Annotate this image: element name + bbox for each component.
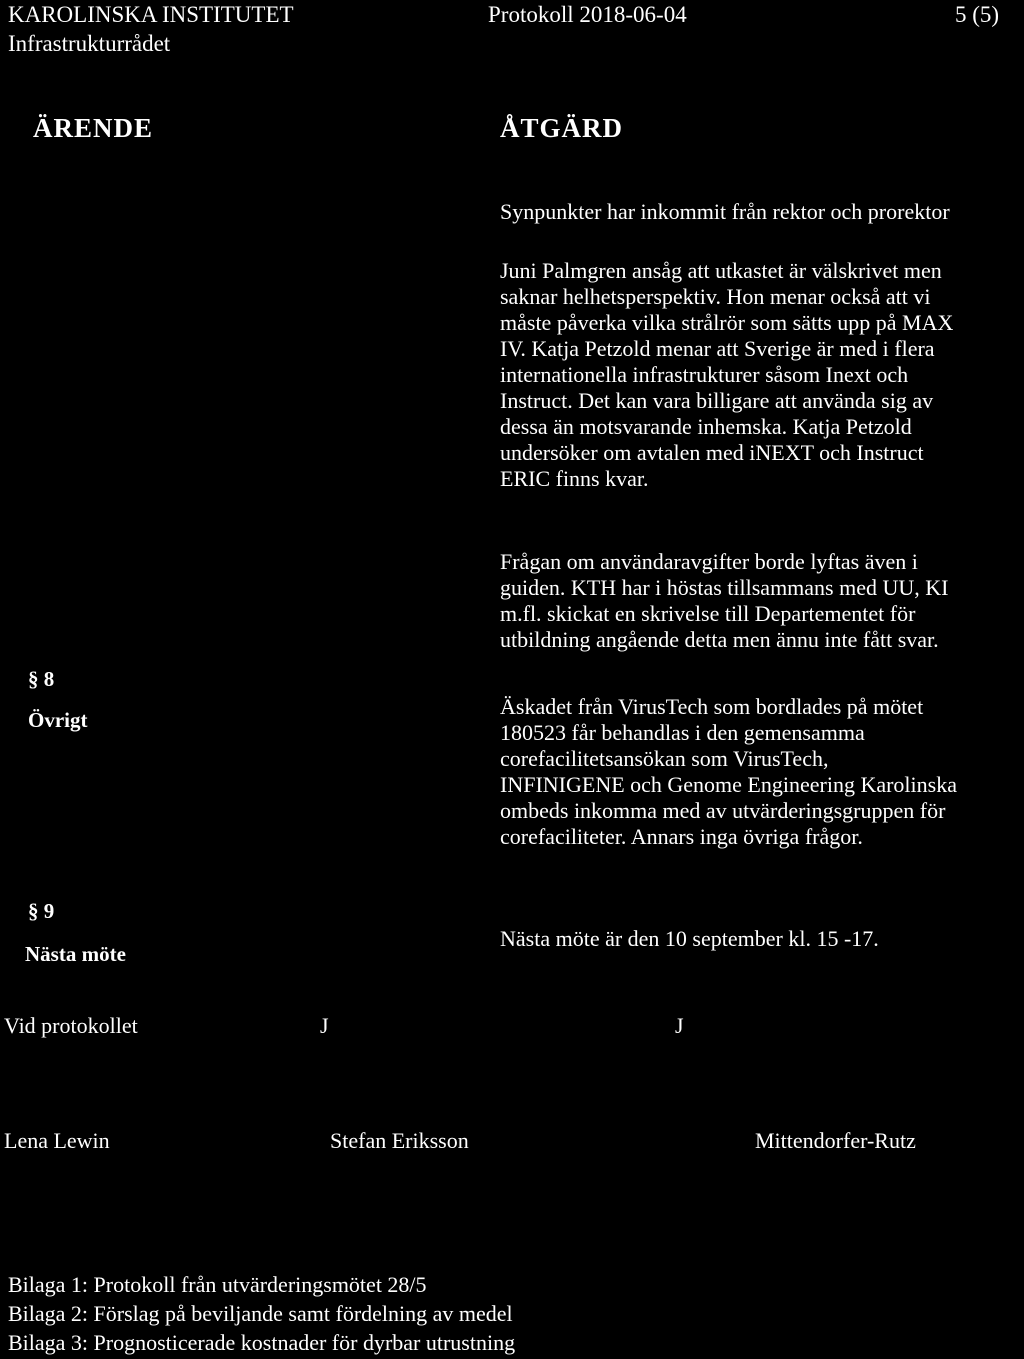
paragraph-line: utbildning angående detta men ännu inte fått svar. (500, 627, 939, 652)
signatory-name-lewin: Lena Lewin (4, 1128, 110, 1153)
paragraph-palmgren (500, 258, 1020, 492)
section-9-title: Nästa möte (25, 942, 126, 966)
paragraph-line: corefacilitetsansökan som VirusTech, (500, 746, 829, 771)
signature-label: Vid protokollet (4, 1013, 138, 1038)
paragraph-anvandaravgifter (500, 549, 1020, 653)
paragraph-line: INFINIGENE och Genome Engineering Karolinska (500, 772, 957, 797)
paragraph-line: undersöker om avtalen med iNEXT och Instruct (500, 440, 924, 465)
paragraph-line: dessa än motsvarande inhemska. Katja Petzold (500, 414, 912, 439)
paragraph-nasta-mote (500, 926, 1020, 952)
paragraph-line: ombeds inkomma med av utvärderingsgruppen för (500, 798, 946, 823)
signatory-name-mittendorfer-rutz: Mittendorfer-Rutz (755, 1128, 916, 1153)
paragraph-line: Frågan om användaravgifter borde lyftas även i (500, 549, 918, 574)
paragraph-line: IV. Katja Petzold menar att Sverige är med i flera (500, 336, 935, 361)
paragraph-line: internationella infrastrukturer såsom Inext och (500, 362, 909, 387)
paragraph-virustech (500, 694, 1020, 850)
paragraph-line: Synpunkter har inkommit från rektor och prorektor (500, 199, 950, 224)
signature-initial: J (320, 1013, 329, 1038)
paragraph-synpunkter (500, 199, 1020, 225)
attachment-item: Bilaga 1: Protokoll från utvärderingsmötet 28/5 (8, 1272, 427, 1297)
paragraph-line: Juni Palmgren ansåg att utkastet är välskrivet men (500, 258, 942, 283)
section-9-number: § 9 (28, 899, 55, 923)
organization-name: KAROLINSKA INSTITUTET (8, 2, 294, 27)
paragraph-line: Nästa möte är den 10 september kl. 15 -17. (500, 926, 879, 951)
paragraph-line: måste påverka vilka strålrör som sätts upp på MAX (500, 310, 954, 335)
paragraph-line: Äskadet från VirusTech som bordlades på mötet (500, 694, 924, 719)
section-8-title: Övrigt (28, 708, 88, 732)
paragraph-line: m.fl. skickat en skrivelse till Departementet för (500, 601, 916, 626)
paragraph-line: guiden. KTH har i höstas tillsammans med UU, KI (500, 575, 949, 600)
paragraph-line: corefaciliteter. Annars inga övriga frågor. (500, 824, 863, 849)
paragraph-line: saknar helhetsperspektiv. Hon menar också att vi (500, 284, 931, 309)
paragraph-line: ERIC finns kvar. (500, 466, 649, 491)
department-name: Infrastrukturrådet (8, 31, 171, 56)
page-number: 5 (5) (955, 2, 1000, 27)
attachment-item: Bilaga 3: Prognosticerade kostnader för dyrbar utrustning (8, 1330, 516, 1355)
paragraph-line: 180523 får behandlas i den gemensamma (500, 720, 865, 745)
paragraph-line: Instruct. Det kan vara billigare att använda sig av (500, 388, 934, 413)
protocol-date: Protokoll 2018-06-04 (488, 2, 687, 27)
column-heading-arende: ÄRENDE (33, 113, 154, 143)
section-8-number: § 8 (28, 667, 55, 691)
signatory-name-eriksson: Stefan Eriksson (330, 1128, 469, 1153)
attachment-item: Bilaga 2: Förslag på beviljande samt fördelning av medel (8, 1301, 513, 1326)
column-heading-atgard: ÅTGÄRD (500, 113, 624, 143)
signature-initial: J (675, 1013, 684, 1038)
